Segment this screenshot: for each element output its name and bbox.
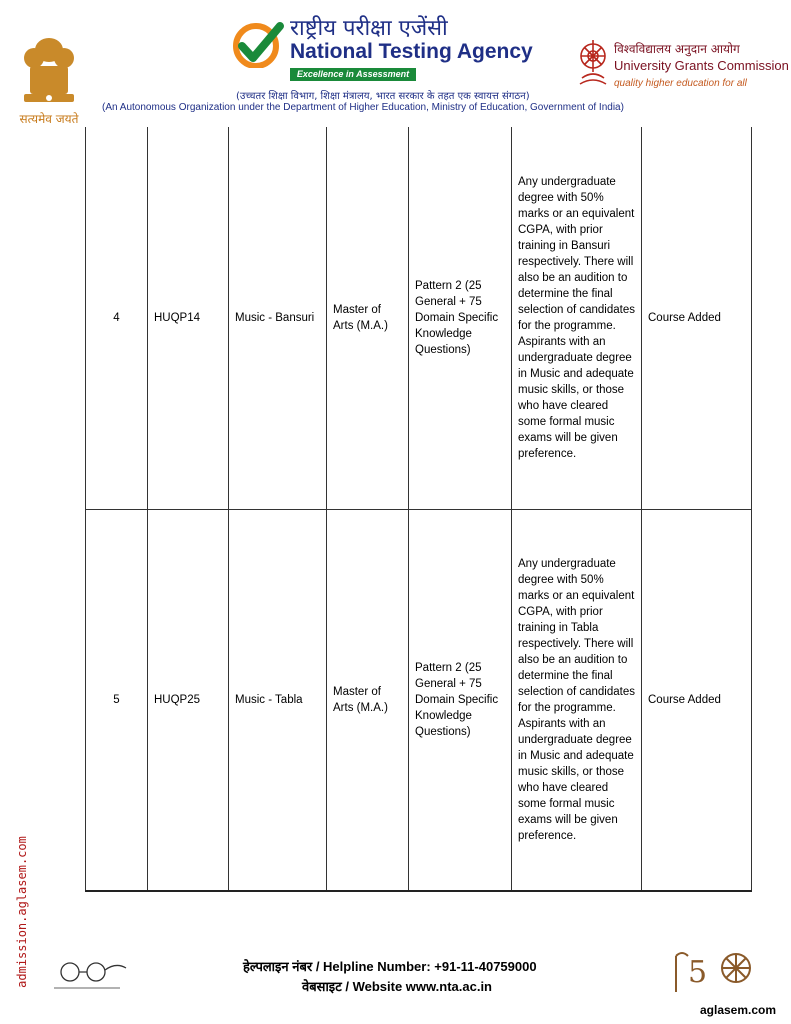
subject-cell: Music - Bansuri: [229, 127, 327, 509]
helpline-number: हेल्पलाइन नंबर / Helpline Number: +91-11-40759000: [243, 959, 537, 974]
ugc-title: University Grants Commission: [614, 58, 789, 73]
eligibility-cell: Any undergraduate degree with 50% marks or an equivalent CGPA, with prior training in Bansuri respectively. There will also be an audition to determine the final selection of candidates for the programme. Aspirants with an undergraduate degree in Music and adequate music skills, or those who have cleared some formal music exams will be given preference.: [512, 127, 642, 509]
ugc-hindi-title: विश्वविद्यालय अनुदान आयोग: [614, 42, 740, 56]
pattern-cell: Pattern 2 (25 General + 75 Domain Specific Knowledge Questions): [409, 509, 512, 891]
nta-hindi-subtitle: (उच्चतर शिक्षा विभाग, शिक्षा मंत्रालय, भारत सरकार के तहत एक स्वायत्त संगठन): [236, 91, 530, 102]
table-row: [86, 127, 752, 509]
degree-cell: Master of Arts (M.A.): [327, 509, 409, 891]
gandhi-150-logo-icon: [668, 942, 778, 1002]
remark-cell: Course Added: [642, 509, 752, 891]
course-table: [85, 127, 752, 892]
site-credit: aglasem.com: [700, 1003, 777, 1017]
subject-code-cell: HUQP25: [148, 509, 229, 891]
serial-number-cell: 4: [86, 127, 148, 509]
subject-code-cell: HUQP14: [148, 127, 229, 509]
nta-logo-icon: [232, 20, 284, 68]
pattern-cell: Pattern 2 (25 General + 75 Domain Specific Knowledge Questions): [409, 127, 512, 509]
watermark-text: admission.aglasem.com: [15, 836, 29, 988]
nta-hindi-title: राष्ट्रीय परीक्षा एजेंसी: [290, 16, 448, 41]
nta-tagline: Excellence in Assessment: [290, 68, 416, 81]
table-row: [86, 509, 752, 891]
eligibility-cell: Any undergraduate degree with 50% marks or an equivalent CGPA, with prior training in Tabla respectively. There will also be an audition to determine the final selection of candidates for the programme. Aspirants with an undergraduate degree in Music and adequate music skills, or those who have cleared some formal music exams will be given preference.: [512, 509, 642, 891]
swachh-bharat-logo-icon: [50, 958, 130, 994]
website-text: वेबसाइट / Website www.nta.ac.in: [302, 979, 492, 994]
remark-cell: Course Added: [642, 127, 752, 509]
ugc-tagline: quality higher education for all: [614, 78, 747, 89]
ugc-emblem-icon: [576, 34, 610, 86]
subject-cell: Music - Tabla: [229, 509, 327, 891]
nta-title: National Testing Agency: [290, 40, 533, 63]
emblem-motto: सत्यमेव जयते: [19, 112, 79, 126]
nta-subtitle: (An Autonomous Organization under the Department of Higher Education, Ministry of Education, Government of India): [102, 102, 624, 113]
degree-cell: Master of Arts (M.A.): [327, 127, 409, 509]
serial-number-cell: 5: [86, 509, 148, 891]
svg-text:5: 5: [688, 955, 708, 990]
